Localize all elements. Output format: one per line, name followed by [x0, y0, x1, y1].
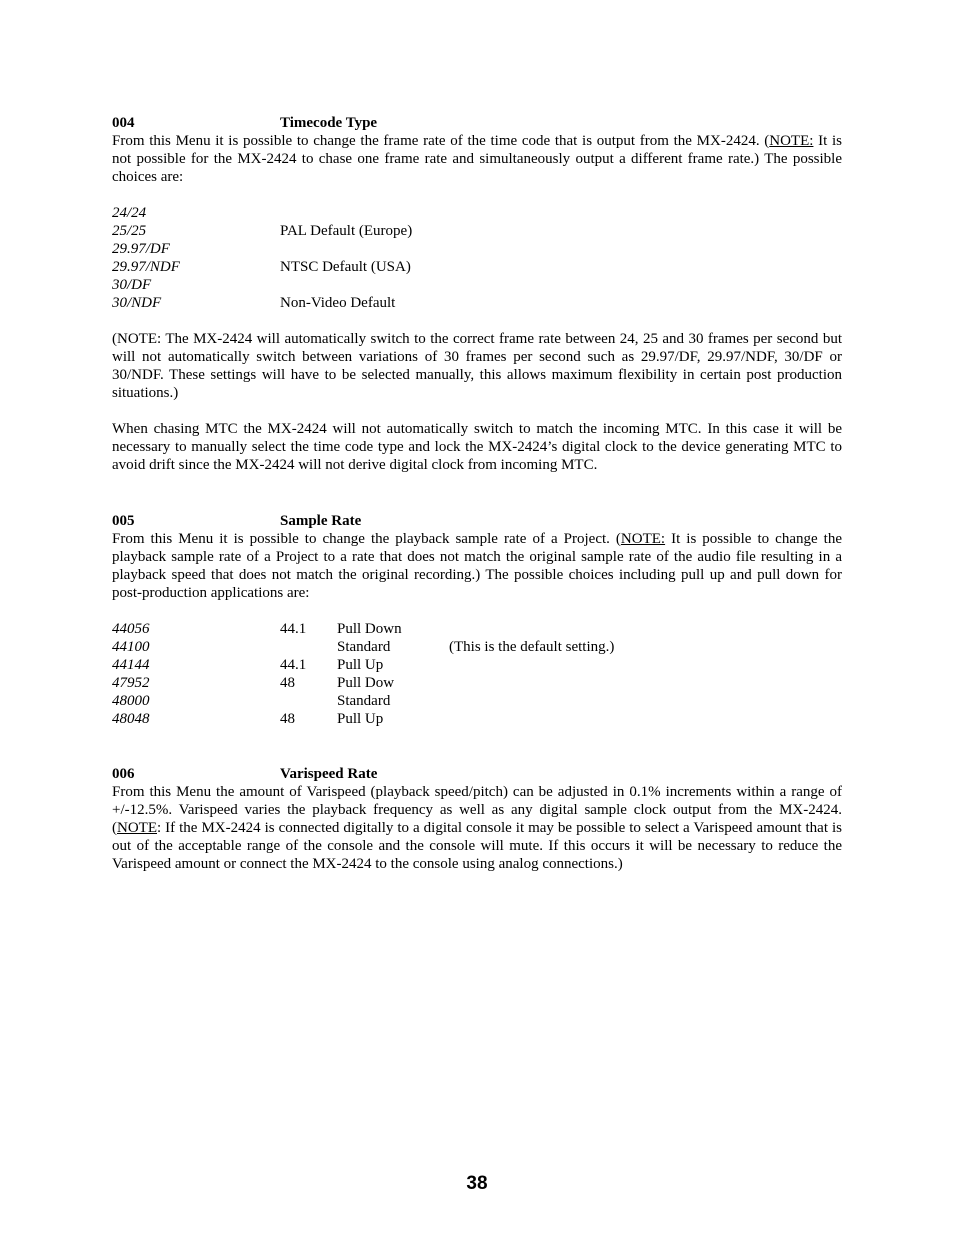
- rate-base: 44.1: [280, 657, 307, 673]
- rate-base: 48: [280, 675, 295, 691]
- table-row: [112, 710, 842, 728]
- rate-base: 48: [280, 711, 295, 727]
- frame-rate-note-paragraph: (NOTE: The MX-2424 will automatically switch to the correct frame rate between 24, 25 and 30 frames per second but will not automatically switch between variations of 30 frames per second such as 29.97/DF, 29.97/NDF, 30/DF or 30/NDF. These settings will have to be selected manually, this allows maximum flexibility in certain post production situations.): [112, 331, 842, 401]
- rate-base: [280, 692, 337, 710]
- rate-type: Pull Down: [337, 621, 402, 637]
- rate-type: Pull Up: [337, 657, 384, 673]
- intro-text: From this Menu it is possible to change the playback sample rate of a Project. (: [112, 531, 621, 547]
- rate-value: 44144: [112, 657, 150, 673]
- option-value: 24/24: [112, 205, 147, 221]
- table-row: [112, 638, 842, 656]
- section-title: Timecode Type: [280, 115, 378, 131]
- section-title: Varispeed Rate: [280, 766, 378, 782]
- intro-text: It is not possible for the MX-2424 to chase one frame rate and simultaneously output a different frame rate.) The possible choices are:: [112, 133, 842, 185]
- section-number: 006: [112, 766, 135, 782]
- option-desc: Non-Video Default: [280, 295, 396, 311]
- option-desc: NTSC Default (USA): [280, 259, 411, 275]
- rate-value: 47952: [112, 675, 150, 691]
- table-row: [112, 674, 842, 692]
- section-heading-varispeed-rate: [112, 765, 842, 783]
- intro-text: It is possible to change the playback sample rate of a Project to a rate that does not match the original sample rate of the audio file resulting in a playback speed that does not match the original recording.) The possible choices including pull up and pull down for post-production applications are:: [112, 531, 842, 601]
- option-desc: PAL Default (Europe): [280, 223, 413, 239]
- note-label: NOTE:: [769, 133, 814, 149]
- list-item: [112, 258, 842, 276]
- rate-value: 44056: [112, 621, 150, 637]
- intro-text: From this Menu the amount of Varispeed (playback speed/pitch) can be adjusted in 0.1% increments within a range of +/-12.5%. Varispeed varies the playback frequency as well as any digital sample clock output from the MX-2424. (: [112, 784, 842, 836]
- section-number: 004: [112, 115, 135, 131]
- rate-type: Pull Dow: [337, 675, 395, 691]
- mtc-paragraph: When chasing MTC the MX-2424 will not automatically switch to match the incoming MTC. In this case it will be necessary to manually select the time code type and lock the MX-2424’s digital clock to the device generating MTC to avoid drift since the MX-2424 will not derive digital clock from incoming MTC.: [112, 421, 842, 473]
- option-value: 29.97/NDF: [112, 259, 180, 275]
- rate-type: Pull Up: [337, 711, 384, 727]
- note-label: NOTE: [117, 820, 157, 836]
- intro-text: From this Menu it is possible to change the frame rate of the time code that is output from the MX-2424. (: [112, 133, 770, 149]
- section-heading-sample-rate: [112, 512, 842, 530]
- table-row: [112, 656, 842, 674]
- rate-value: 48048: [112, 711, 150, 727]
- list-item: [112, 294, 842, 312]
- rate-comment: (This is the default setting.): [449, 639, 615, 655]
- option-value: 30/DF: [112, 277, 152, 293]
- rate-base: [280, 638, 337, 656]
- sample-rate-table: [112, 620, 842, 728]
- option-value: 25/25: [112, 223, 147, 239]
- list-item: [112, 222, 842, 240]
- option-value: 29.97/DF: [112, 241, 170, 257]
- rate-value: 48000: [112, 693, 150, 709]
- rate-value: 44100: [112, 639, 150, 655]
- section-intro: [112, 132, 842, 186]
- list-item: [112, 276, 842, 294]
- option-value: 30/NDF: [112, 295, 162, 311]
- section-intro: [112, 783, 842, 873]
- rate-type: Standard: [337, 693, 391, 709]
- section-title: Sample Rate: [280, 513, 362, 529]
- table-row: [112, 692, 842, 710]
- section-number: 005: [112, 513, 135, 529]
- page-content: [112, 113, 842, 873]
- page-number: 38: [466, 1173, 488, 1194]
- list-item: [112, 240, 842, 258]
- section-intro: [112, 530, 842, 602]
- table-row: [112, 620, 842, 638]
- note-label: NOTE:: [620, 531, 666, 547]
- list-item: [112, 204, 842, 222]
- intro-text: : If the MX-2424 is connected digitally to a digital console it may be possible to select a Varispeed amount that is out of the acceptable range of the console and the console will mute. If this occurs it will be necessary to reduce the Varispeed amount or connect the MX-2424 to the console using analog connections.): [112, 820, 842, 872]
- section-heading-timecode-type: [112, 114, 842, 132]
- rate-type: Standard: [337, 639, 391, 655]
- timecode-options-list: [112, 204, 842, 312]
- rate-base: 44.1: [280, 621, 307, 637]
